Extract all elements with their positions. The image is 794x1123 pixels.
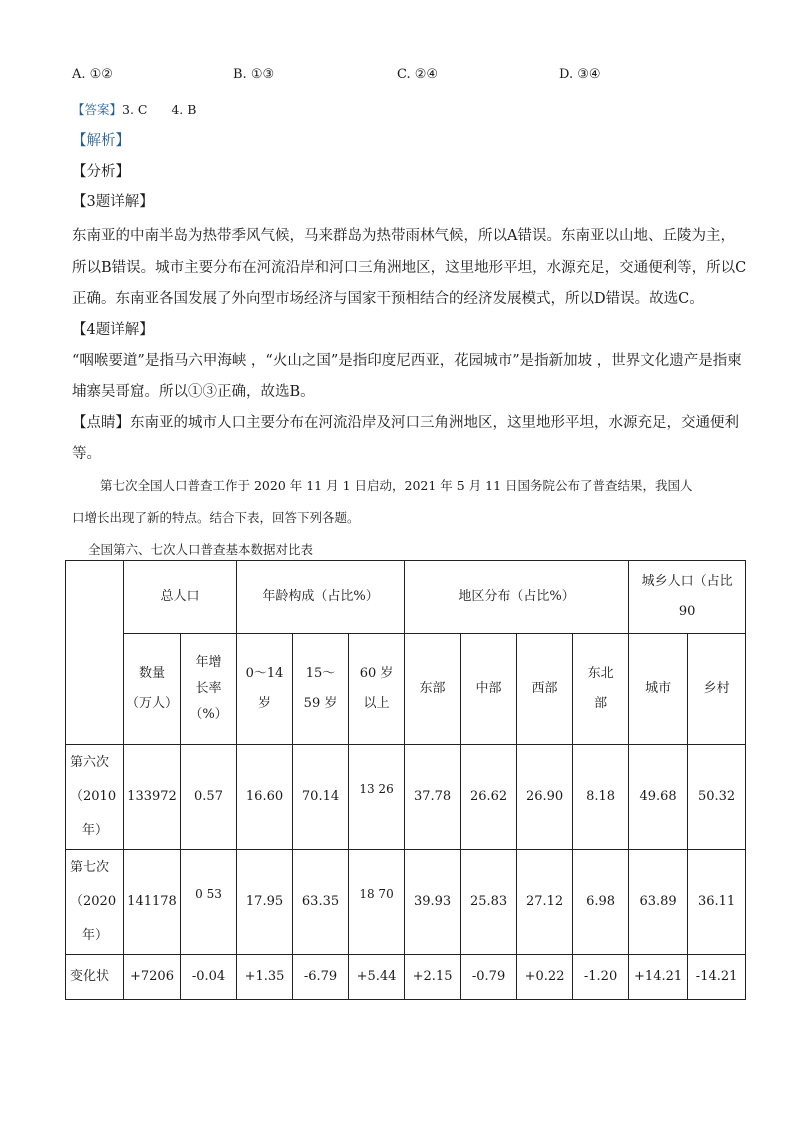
cell-west: +0.22 bbox=[517, 955, 573, 1000]
cell-west: 26.90 bbox=[517, 745, 573, 850]
answer-tag: 【答案】 bbox=[72, 102, 123, 117]
sub-age-0-14: 0～14 岁 bbox=[237, 634, 293, 745]
header-age: 年龄构成（占比%） bbox=[237, 561, 405, 634]
table-row-seventh bbox=[66, 850, 746, 955]
cell-quantity: 141178 bbox=[124, 850, 181, 955]
cell-age-15-59: 63.35 bbox=[293, 850, 349, 955]
sub-west: 西部 bbox=[517, 634, 573, 745]
q4-line-1: “咽喉要道”是指马六甲海峡 ，“火山之国”是指印度尼西亚，花园城市”是指新加坡 ，世界文化遗产是指柬 bbox=[72, 353, 742, 369]
cell-central: 25.83 bbox=[461, 850, 517, 955]
cell-age-60: 13 26 bbox=[349, 745, 405, 850]
cell-northeast: 6.98 bbox=[573, 850, 629, 955]
cell-northeast: -1.20 bbox=[573, 955, 629, 1000]
census-table bbox=[65, 560, 746, 1000]
header-total: 总人口 bbox=[124, 561, 237, 634]
option-c: C. ②④ bbox=[397, 67, 439, 82]
table-row-sixth bbox=[66, 745, 746, 850]
fenxi-tag: 【分析】 bbox=[72, 164, 130, 180]
sub-age-15-59: 15～ 59 岁 bbox=[293, 634, 349, 745]
answer-line bbox=[72, 100, 196, 118]
cell-quantity: 133972 bbox=[124, 745, 181, 850]
cell-east: +2.15 bbox=[405, 955, 461, 1000]
corner-cell bbox=[66, 561, 124, 745]
cell-age-0-14: +1.35 bbox=[237, 955, 293, 1000]
analysis-tag: 【解析】 bbox=[72, 133, 130, 149]
row-label-change: 变化状 bbox=[66, 955, 124, 1000]
table-header-row bbox=[66, 561, 746, 634]
intro-line-2: 口增长出现了新的特点。结合下表，回答下列各题。 bbox=[72, 510, 360, 525]
cell-west: 27.12 bbox=[517, 850, 573, 955]
cell-rural: 50.32 bbox=[688, 745, 746, 850]
cell-age-15-59: -6.79 bbox=[293, 955, 349, 1000]
dianjing-tag: 【点睛】 bbox=[72, 415, 130, 431]
q3-line-1: 东南亚的中南半岛为热带季风气候，马来群岛为热带雨林气候，所以A错误。东南亚以山地、丘陵为主， bbox=[72, 228, 735, 244]
cell-central: 26.62 bbox=[461, 745, 517, 850]
cell-rate: -0.04 bbox=[181, 955, 237, 1000]
dianjing-text-1: 东南亚的城市人口主要分布在河流沿岸及河口三角洲地区，这里地形平坦，水源充足，交通便利 bbox=[130, 415, 739, 431]
cell-age-0-14: 16.60 bbox=[237, 745, 293, 850]
dianjing-line-1 bbox=[72, 411, 739, 432]
sub-east: 东部 bbox=[405, 634, 461, 745]
sub-rate: 年增 长率 （%） bbox=[181, 634, 237, 745]
q3-line-3: 正确。东南亚各国发展了外向型市场经济与国家干预相结合的经济发展模式，所以D错误。故选C。 bbox=[72, 291, 704, 307]
option-d: D. ③④ bbox=[559, 67, 601, 82]
sub-quantity: 数量 （万人） bbox=[124, 634, 181, 745]
sub-rural: 乡村 bbox=[688, 634, 746, 745]
sub-city: 城市 bbox=[629, 634, 688, 745]
row-label-sixth: 第六次 （2010 年） bbox=[66, 745, 124, 850]
cell-rural: -14.21 bbox=[688, 955, 746, 1000]
cell-city: 49.68 bbox=[629, 745, 688, 850]
cell-rate: 0 53 bbox=[181, 850, 237, 955]
q4-tag: 【4题详解】 bbox=[72, 322, 154, 338]
cell-age-60: +5.44 bbox=[349, 955, 405, 1000]
cell-quantity: +7206 bbox=[124, 955, 181, 1000]
intro-line-1: 第七次全国人口普查工作于 2020 年 11 月 1 日启动，2021 年 5 月 11 日国务院公布了普查结果，我国人 bbox=[100, 478, 693, 493]
answer-text: 3. C 4. B bbox=[122, 102, 197, 117]
dianjing-line-2: 等。 bbox=[72, 446, 101, 462]
q3-tag: 【3题详解】 bbox=[72, 194, 154, 210]
table-row-change bbox=[66, 955, 746, 1000]
sub-central: 中部 bbox=[461, 634, 517, 745]
cell-east: 37.78 bbox=[405, 745, 461, 850]
sub-age-60: 60 岁 以上 bbox=[349, 634, 405, 745]
cell-city: +14.21 bbox=[629, 955, 688, 1000]
cell-rural: 36.11 bbox=[688, 850, 746, 955]
cell-age-15-59: 70.14 bbox=[293, 745, 349, 850]
row-label-seventh: 第七次 （2020 年） bbox=[66, 850, 124, 955]
option-a: A. ①② bbox=[72, 67, 113, 82]
q3-line-2: 所以B错误。城市主要分布在河流沿岸和河口三角洲地区，这里地形平坦，水源充足，交通便利等，所以C bbox=[72, 260, 747, 276]
header-urban-rural: 城乡人口（占比 90 bbox=[629, 561, 746, 634]
sub-northeast: 东北 部 bbox=[573, 634, 629, 745]
header-region: 地区分布（占比%） bbox=[405, 561, 629, 634]
cell-central: -0.79 bbox=[461, 955, 517, 1000]
cell-northeast: 8.18 bbox=[573, 745, 629, 850]
option-b: B. ①③ bbox=[233, 67, 275, 82]
cell-rate: 0.57 bbox=[181, 745, 237, 850]
q4-line-2: 埔寨吴哥窟。所以①③正确，故选B。 bbox=[72, 384, 315, 400]
cell-city: 63.89 bbox=[629, 850, 688, 955]
cell-age-60: 18 70 bbox=[349, 850, 405, 955]
cell-age-0-14: 17.95 bbox=[237, 850, 293, 955]
table-title: 全国第六、七次人口普查基本数据对比表 bbox=[88, 542, 314, 557]
table-subheader-row bbox=[66, 634, 746, 745]
cell-east: 39.93 bbox=[405, 850, 461, 955]
